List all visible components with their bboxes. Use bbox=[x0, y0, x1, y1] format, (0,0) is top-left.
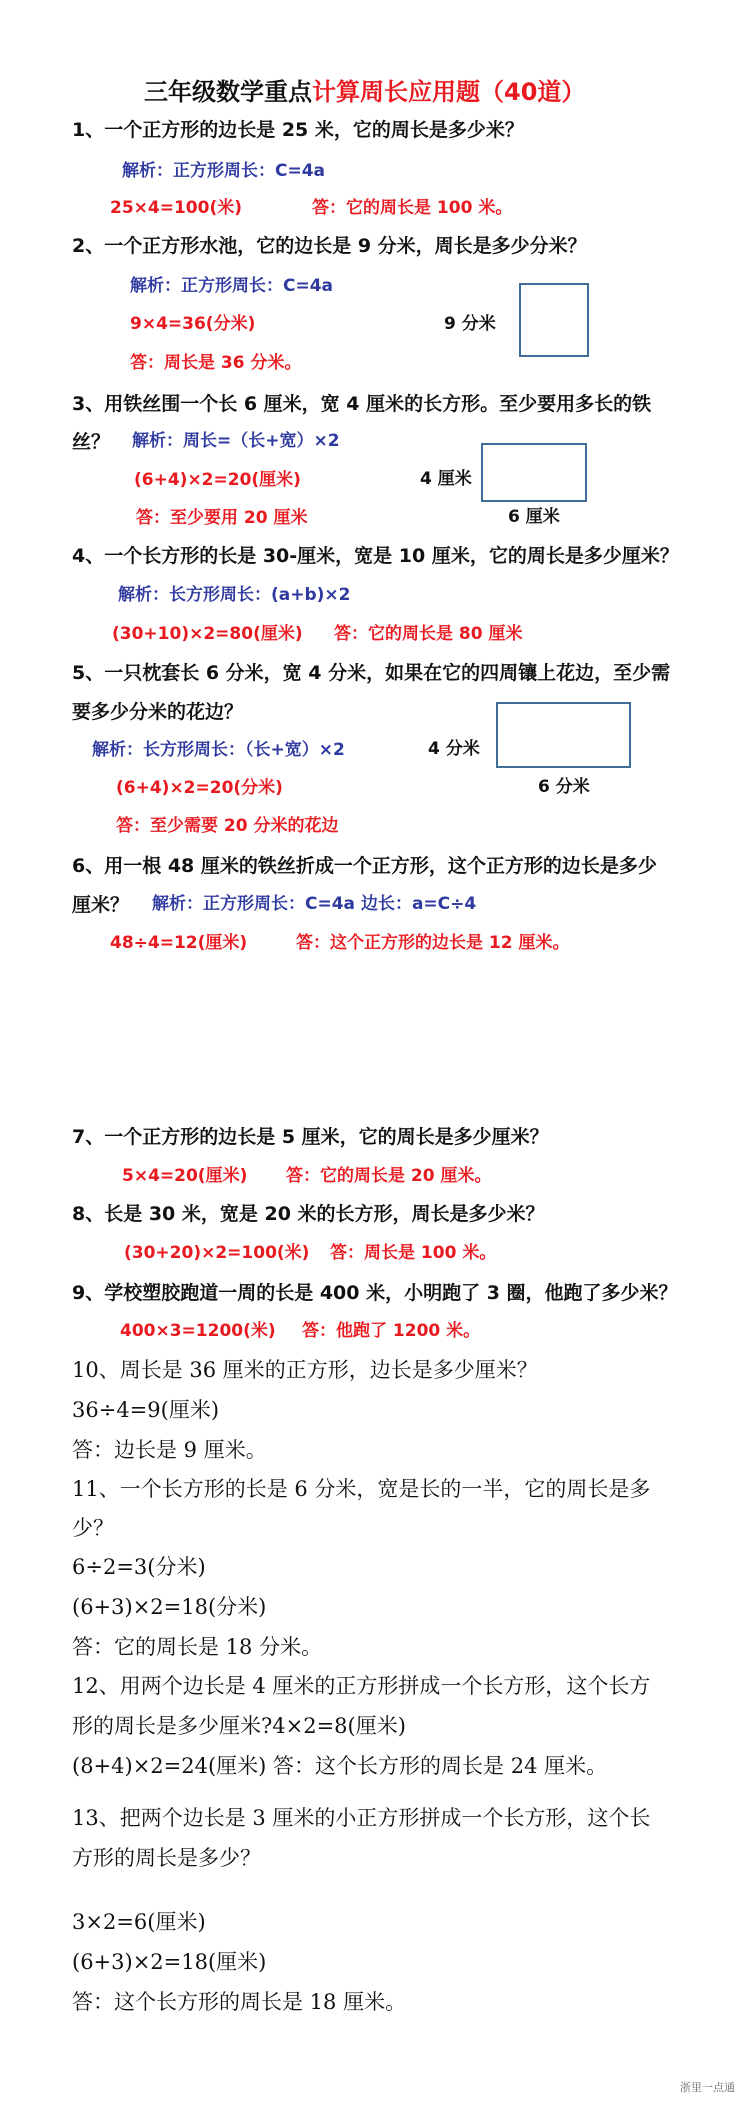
p12-question-line2: 形的周长是多少厘米?4×2=8(厘米) bbox=[72, 1714, 406, 1738]
p11-calc1: 6÷2=3(分米) bbox=[72, 1555, 206, 1579]
p5-calc: (6+4)×2=20(分米) bbox=[116, 778, 283, 798]
p5-question-line1: 5、一只枕套长 6 分米，宽 4 分米，如果在它的四周镶上花边，至少需 bbox=[72, 662, 671, 684]
p7-answer: 答：它的周长是 20 厘米。 bbox=[286, 1166, 492, 1186]
p6-question-line1: 6、用一根 48 厘米的铁丝折成一个正方形，这个正方形的边长是多少 bbox=[72, 855, 657, 877]
p3-calc: (6+4)×2=20(厘米) bbox=[134, 470, 301, 490]
p6-calc: 48÷4=12(厘米) bbox=[110, 933, 248, 953]
p1-calc: 25×4=100(米) bbox=[110, 198, 242, 218]
p3-rectangle-figure bbox=[481, 443, 587, 502]
p3-answer: 答：至少要用 20 厘米 bbox=[136, 508, 308, 528]
p2-analysis: 解析：正方形周长：C=4a bbox=[130, 276, 334, 296]
p10-calc: 36÷4=9(厘米) bbox=[72, 1398, 220, 1422]
p5-length-label: 6 分米 bbox=[538, 777, 590, 797]
p8-question: 8、长是 30 米，宽是 20 米的长方形，周长是多少米？ bbox=[72, 1203, 545, 1225]
p11-question-line2: 少？ bbox=[72, 1516, 114, 1540]
p2-side-label: 9 分米 bbox=[444, 314, 496, 334]
p11-answer: 答：它的周长是 18 分米。 bbox=[72, 1635, 323, 1659]
p5-rectangle-figure bbox=[496, 702, 631, 768]
p6-answer: 答：这个正方形的边长是 12 厘米。 bbox=[296, 933, 570, 953]
p13-question-line2: 方形的周长是多少？ bbox=[72, 1846, 261, 1870]
p6-analysis: 解析：正方形周长：C=4a 边长：a=C÷4 bbox=[152, 894, 477, 914]
p4-analysis: 解析：长方形周长：(a+b)×2 bbox=[118, 585, 351, 605]
p1-question: 1、一个正方形的边长是 25 米，它的周长是多少米？ bbox=[72, 119, 524, 141]
p7-question: 7、一个正方形的边长是 5 厘米，它的周长是多少厘米？ bbox=[72, 1126, 549, 1148]
page-title bbox=[144, 80, 585, 104]
p9-answer: 答：他跑了 1200 米。 bbox=[302, 1321, 481, 1341]
p3-question-line2: 丝？ bbox=[72, 431, 111, 453]
p5-question-line2: 要多少分米的花边？ bbox=[72, 701, 244, 723]
title-black: 三年级数学重点 bbox=[144, 78, 312, 106]
p9-calc: 400×3=1200(米) bbox=[120, 1321, 276, 1341]
p4-question: 4、一个长方形的长是 30-厘米，宽是 10 厘米，它的周长是多少厘米？ bbox=[72, 545, 679, 567]
p5-analysis: 解析：长方形周长：（长+宽）×2 bbox=[92, 740, 345, 760]
p13-question-line1: 13、把两个边长是 3 厘米的小正方形拼成一个长方形，这个长 bbox=[72, 1806, 651, 1830]
p11-calc2: (6+3)×2=18(分米) bbox=[72, 1595, 267, 1619]
title-red: 计算周长应用题（40道） bbox=[312, 78, 586, 106]
p2-answer: 答：周长是 36 分米。 bbox=[130, 353, 302, 373]
p9-question: 9、学校塑胶跑道一周的长是 400 米，小明跑了 3 圈，他跑了多少米？ bbox=[72, 1282, 678, 1304]
p13-calc1: 3×2=6(厘米) bbox=[72, 1910, 206, 1934]
watermark: 浙里一点通 bbox=[680, 2081, 735, 2094]
p5-answer: 答：至少需要 20 分米的花边 bbox=[116, 816, 339, 836]
p1-analysis: 解析：正方形周长：C=4a bbox=[122, 161, 326, 181]
p4-calc: (30+10)×2=80(厘米) bbox=[112, 624, 303, 644]
p2-calc: 9×4=36(分米) bbox=[130, 314, 256, 334]
p3-length-label: 6 厘米 bbox=[508, 507, 560, 527]
p10-question: 10、周长是 36 厘米的正方形，边长是多少厘米？ bbox=[72, 1358, 538, 1382]
p2-question: 2、一个正方形水池，它的边长是 9 分米，周长是多少分米？ bbox=[72, 235, 587, 257]
p13-calc2: (6+3)×2=18(厘米) bbox=[72, 1950, 267, 1974]
p8-calc: (30+20)×2=100(米) bbox=[124, 1243, 310, 1263]
p5-width-label: 4 分米 bbox=[428, 739, 480, 759]
p12-question-line1: 12、用两个边长是 4 厘米的正方形拼成一个长方形，这个长方 bbox=[72, 1674, 651, 1698]
p11-question-line1: 11、一个长方形的长是 6 分米，宽是长的一半，它的周长是多 bbox=[72, 1477, 651, 1501]
p3-width-label: 4 厘米 bbox=[420, 469, 472, 489]
p8-answer: 答：周长是 100 米。 bbox=[330, 1243, 497, 1263]
p2-square-figure bbox=[519, 283, 589, 357]
p3-analysis: 解析：周长=（长+宽）×2 bbox=[132, 431, 340, 451]
p12-line3: (8+4)×2=24(厘米) 答：这个长方形的周长是 24 厘米。 bbox=[72, 1754, 608, 1778]
p7-calc: 5×4=20(厘米) bbox=[122, 1166, 248, 1186]
p1-answer: 答：它的周长是 100 米。 bbox=[312, 198, 513, 218]
p10-answer: 答：边长是 9 厘米。 bbox=[72, 1438, 267, 1462]
p4-answer: 答：它的周长是 80 厘米 bbox=[334, 624, 523, 644]
p13-answer: 答：这个长方形的周长是 18 厘米。 bbox=[72, 1990, 407, 2014]
p3-question-line1: 3、用铁丝围一个长 6 厘米，宽 4 厘米的长方形。至少要用多长的铁 bbox=[72, 393, 652, 415]
p6-question-line2: 厘米？ bbox=[72, 894, 130, 916]
